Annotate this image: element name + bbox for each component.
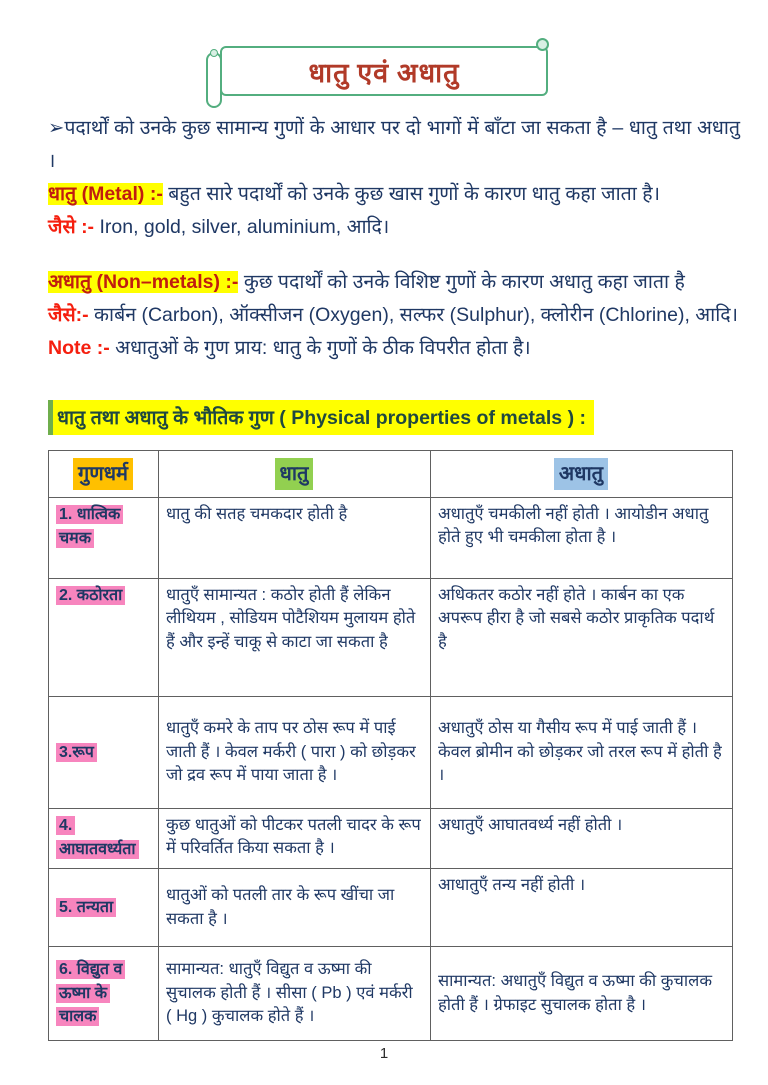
metal-example-label: जैसे :-	[48, 216, 95, 238]
header-cell-metal	[159, 451, 431, 498]
nonmetal-label: अधातु (Non–metals) :-	[48, 271, 239, 293]
property-label: 1. धात्विक चमक	[56, 505, 123, 548]
nonmetal-cell: अधातुएँ ठोस या गैसीय रूप में पाई जाती हैं । केवल ब्रोमीन को छोड़कर जो तरल रूप में होती है ।	[431, 697, 733, 809]
metal-cell: धातुओं को पतली तार के रूप खींचा जा सकता है ।	[159, 869, 431, 947]
property-cell	[49, 697, 159, 809]
metal-cell: धातुएँ कमरे के ताप पर ठोस रूप में पाई जाती हैं । केवल मर्करी ( पारा ) को छोड़कर जो द्रव रूप में पाया जाता है ।	[159, 697, 431, 809]
header-cell-property	[49, 451, 159, 498]
nonmetal-definition	[48, 266, 740, 299]
nonmetal-example-label: जैसे:-	[48, 304, 89, 326]
note-label: Note :-	[48, 337, 110, 359]
header-property: गुणधर्म	[73, 458, 133, 490]
note-line	[48, 332, 740, 365]
nonmetal-cell: अधातुएँ आघातवर्ध्य नहीं होती ।	[431, 809, 733, 869]
property-cell	[49, 498, 159, 579]
header-metal: धातु	[275, 458, 314, 490]
metal-cell: सामान्यत: धातुएँ विद्युत व ऊष्मा की सुचालक होती हैं । सीसा ( Pb ) एवं मर्करी ( Hg ) कुचालक होते हैं ।	[159, 947, 431, 1041]
property-cell	[49, 579, 159, 697]
property-cell	[49, 869, 159, 947]
metal-definition	[48, 178, 740, 211]
section-heading-wrap	[48, 400, 594, 435]
header-nonmetal: अधातु	[554, 458, 608, 490]
opening-text: पदार्थों को उनके कुछ सामान्य गुणों के आधार पर दो भागों में बाँटा जा सकता है – धातु तथा अधातु ।	[48, 117, 740, 172]
metal-examples	[48, 211, 740, 244]
nonmetal-definition-text: कुछ पदार्थों को उनके विशिष्ट गुणों के कारण अधातु कहा जाता है	[238, 271, 685, 293]
metal-cell: धातुएँ सामान्यत : कठोर होती हैं लेकिन लीथियम , सोडियम पोटैशियम मुलायम होते हैं और इन्हें चाकू से काटा जा सकता है	[159, 579, 431, 697]
table-row	[49, 947, 733, 1041]
nonmetal-cell: आधातुएँ तन्य नहीं होती ।	[431, 869, 733, 947]
spacer	[48, 244, 740, 266]
property-cell	[49, 809, 159, 869]
property-label: 5. तन्यता	[56, 898, 116, 917]
property-label: 3.रूप	[56, 743, 97, 762]
scroll-right-curl-icon	[536, 38, 549, 51]
nonmetal-cell: अधातुएँ चमकीली नहीं होती । आयोडीन अधातु होते हुए भी चमकीला होता है ।	[431, 498, 733, 579]
table-row	[49, 869, 733, 947]
opening-paragraph	[48, 112, 740, 178]
intro-section	[48, 112, 740, 365]
table-row	[49, 697, 733, 809]
page-title: धातु एवं अधातु	[308, 57, 460, 88]
page-number: 1	[379, 1045, 389, 1062]
metal-example-text: Iron, gold, silver, aluminium, आदि।	[94, 216, 390, 238]
table-row	[49, 579, 733, 697]
property-label: 2. कठोरता	[56, 586, 125, 605]
property-label: 6. विद्युत व ऊष्मा के चालक	[56, 960, 125, 1026]
scroll-left-roll-icon	[206, 52, 222, 108]
table-header-row	[49, 451, 733, 498]
metal-cell: धातु की सतह चमकदार होती है	[159, 498, 431, 579]
table-row	[49, 498, 733, 579]
header-cell-nonmetal	[431, 451, 733, 498]
scroll-banner-shape	[220, 46, 548, 96]
metal-label: धातु (Metal) :-	[48, 183, 163, 205]
nonmetal-example-text: कार्बन (Carbon), ऑक्सीजन (Oxygen), सल्फर (Sulphur), क्लोरीन (Chlorine), आदि।	[88, 304, 739, 326]
section-heading: धातु तथा अधातु के भौतिक गुण ( Physical properties of metals ) :	[48, 400, 594, 435]
property-label: 4. आघातवर्ध्यता	[56, 816, 139, 859]
nonmetal-cell: अधिकतर कठोर नहीं होते । कार्बन का एक अपरूप हीरा है जो सबसे कठोर प्राकृतिक पदार्थ है	[431, 579, 733, 697]
property-cell	[49, 947, 159, 1041]
scroll-left-cap-icon	[210, 49, 218, 57]
note-text: अधातुओं के गुण प्राय: धातु के गुणों के ठीक विपरीत होता है।	[109, 337, 531, 359]
metal-cell: कुछ धातुओं को पीटकर पतली चादर के रूप में परिवर्तित किया सकता है ।	[159, 809, 431, 869]
nonmetal-examples	[48, 299, 740, 332]
nonmetal-cell: सामान्यत: अधातुएँ विद्युत व ऊष्मा की कुचालक होती हैं । ग्रेफाइट सुचालक होता है ।	[431, 947, 733, 1041]
metal-definition-text: बहुत सारे पदार्थों को उनके कुछ खास गुणों के कारण धातु कहा जाता है।	[162, 183, 660, 205]
table-row	[49, 809, 733, 869]
arrow-bullet-icon: ➢	[48, 117, 65, 139]
properties-table	[48, 450, 733, 1041]
title-banner	[0, 46, 768, 96]
